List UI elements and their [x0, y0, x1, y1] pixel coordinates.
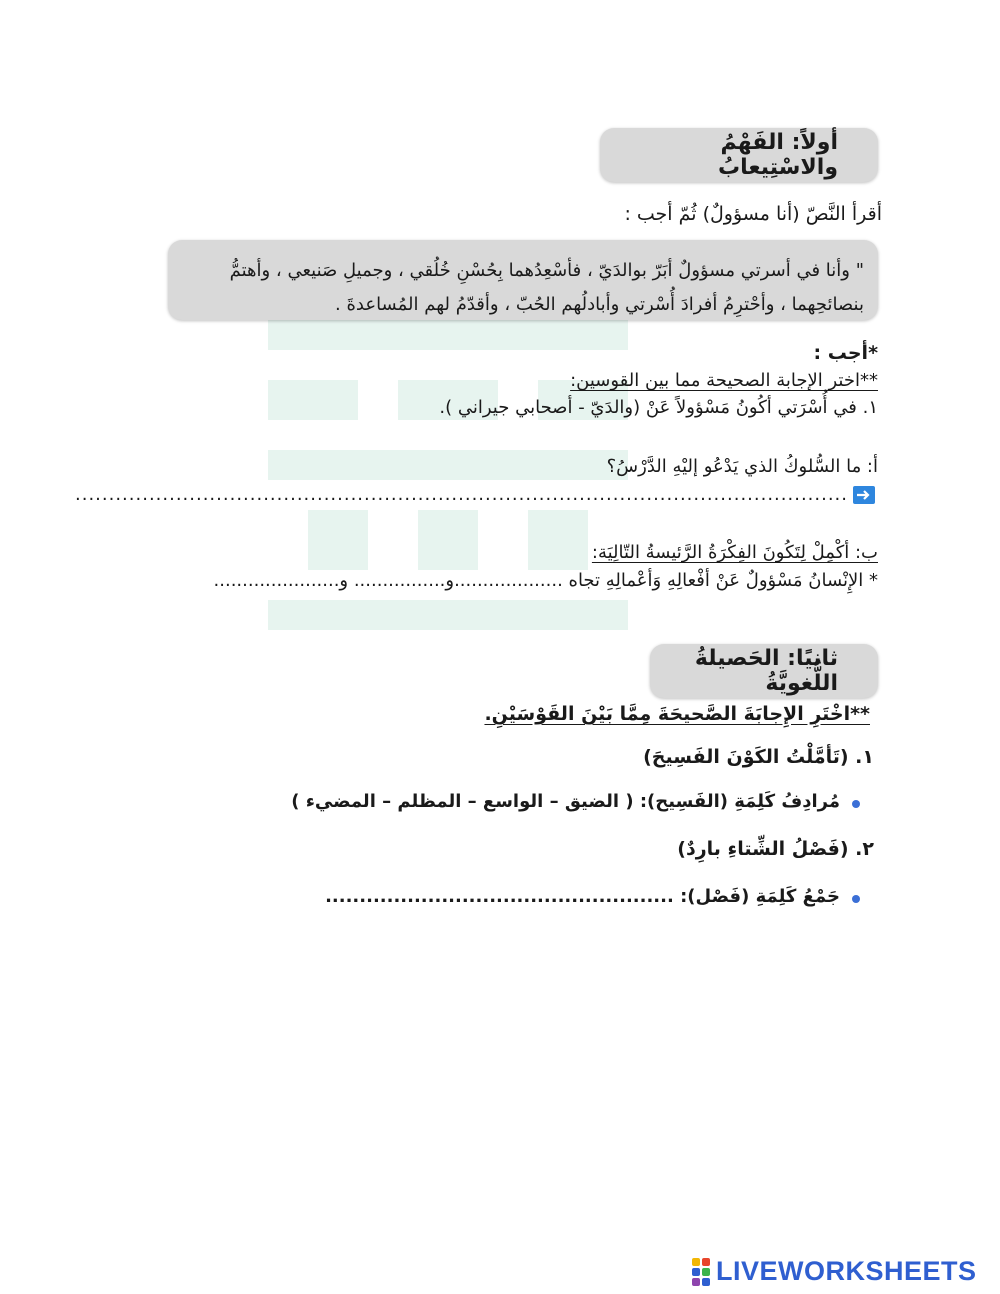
vocab-item-1: ١. (تَأمَّلْتُ الكَوْنَ الفَسِيحَ) — [643, 746, 874, 768]
brand-name: LIVEWORKSHEETS — [716, 1256, 977, 1286]
passage-box — [168, 240, 878, 320]
question-1: ١. في أُسْرَتي أكُونُ مَسْؤولاً عَنْ (والدَيّ - أصحابي جيراني ). — [439, 397, 878, 418]
passage-line-1: " وأنا في أسرتي مسؤولٌ أبَرّ بوالدَيّ ، فأسْعِدُهما بِحُسْنِ خُلُقي ، وجميلِ صَنيعي ، وأهتمُّ — [229, 260, 864, 281]
question-b-label: ب: أكْمِلْ لِتَكُونَ الفِكْرَةُ الرَّئيسةُ التّالِيَة: — [591, 542, 878, 563]
section-1-title-box — [600, 128, 878, 182]
question-a-answer-field[interactable]: ................................................................................................................... — [75, 484, 848, 505]
section-2-title: ثانيًا: الحَصيلةُ اللُّغويَّةُ — [694, 646, 838, 696]
passage-line-2: بنصائحِهما ، وأحْترِمُ أفرادَ أُسْرتي وأبادلُهم الحُبّ ، وأقدّمُ لهم المُساعدةَ . — [335, 294, 864, 315]
section-1-title: أولاً: الفَهْمُ والاسْتِيعابُ — [718, 130, 838, 180]
read-instruction: أقرأ النَّصّ (أنا مسؤولٌ) ثُمّ أجب : — [624, 203, 882, 225]
question-a-label: أ: ما السُّلوكُ الذي يَدْعُو إليْهِ الدَّرْسُ؟ — [606, 456, 878, 477]
liveworksheets-logo-icon — [692, 1258, 710, 1286]
answer-heading: *أجب : — [813, 342, 878, 364]
vocab-item-2: ٢. (فَصْلُ الشِّتاءِ بارِدٌ) — [677, 838, 874, 860]
vocab-item-2-question[interactable]: جَمْعُ كَلِمَةِ (فَصْل): ................................................... — [325, 886, 840, 907]
section-2-title-box — [650, 644, 878, 698]
bullet-1 — [852, 800, 860, 808]
right-arrow-icon — [856, 489, 872, 501]
section-2-instruction: **اخْتَرِ الإِجابَةَ الصَّحيحَةَ مِمَّا بَيْنَ القَوْسَيْنِ. — [484, 703, 870, 725]
question-b-sentence[interactable]: * الإِنْسانُ مَسْؤولٌ عَنْ أفْعالِهِ وَأعْمالِهِ تجاه ...................و................ و...................... — [213, 570, 878, 591]
answer-arrow-button[interactable] — [853, 486, 875, 504]
watermark-graphic — [268, 320, 628, 640]
bullet-2 — [852, 895, 860, 903]
choose-instruction: **اختر الإجابة الصحيحة مما بين القوسين: — [570, 370, 878, 391]
liveworksheets-logo — [692, 1256, 977, 1287]
vocab-item-1-question[interactable]: مُرادِفُ كَلِمَةِ (الفَسِيح): ( الضيق – الواسع – المظلم – المضيء ) — [291, 791, 840, 812]
